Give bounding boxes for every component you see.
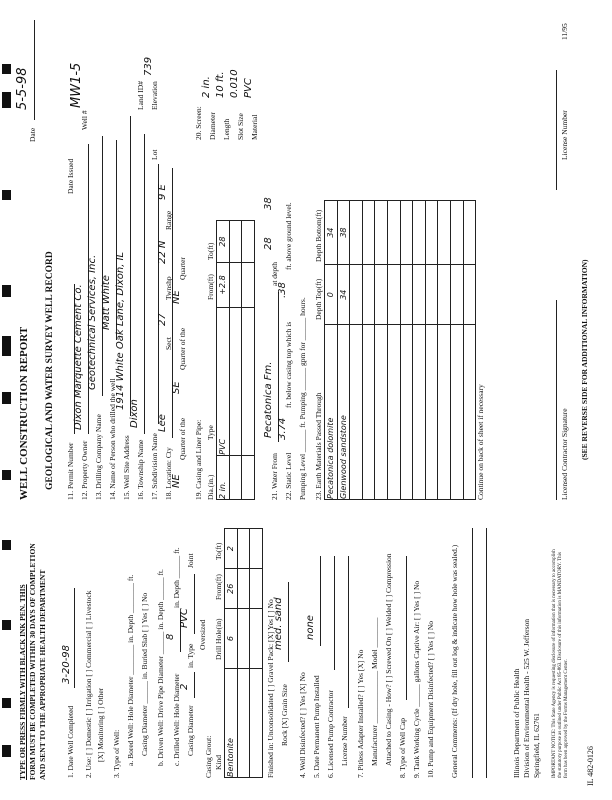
q15: 15. Well Site Address	[122, 435, 131, 500]
table-row	[242, 221, 255, 500]
screen-length-label: Length	[222, 118, 231, 140]
q15-value: 1914 White Oak Lane, Dixon, IL	[115, 251, 126, 410]
material-label: Material	[250, 114, 259, 140]
q16-value: Dixon	[129, 399, 140, 428]
township-value: 22 N	[157, 240, 168, 264]
q13-value: Geotechnical Services, Inc.	[87, 254, 98, 390]
comments-line	[486, 528, 487, 778]
range-value: 9 E	[157, 184, 168, 200]
date-label: Date	[28, 127, 37, 142]
quarter-c: NE	[171, 290, 182, 304]
table-row	[250, 529, 263, 778]
elevation-value: 739	[143, 56, 154, 76]
q2-line-b: [X] Monitoring [ ] Other	[96, 687, 105, 762]
casing-dia: 2 in.	[217, 455, 230, 499]
notice-line-2: the statutory purpose as outlined under Public Act 85-863. Disclosure of this information is MANDATORY. This	[558, 552, 563, 778]
depth-bottom-header: Depth Bottom(ft)	[314, 209, 323, 262]
q22: 22. Static Level	[284, 452, 293, 500]
grain-size-value: med. sand	[273, 597, 284, 650]
quarter-a: NE	[171, 474, 182, 488]
q22-above: .38	[277, 282, 288, 298]
table-row	[425, 201, 438, 500]
q16: 16. Township Name	[136, 439, 145, 500]
date-underline	[34, 20, 35, 120]
grout-to-header: To(ft)	[214, 542, 223, 560]
q23: 23. Earth Materials Passed Through	[314, 392, 323, 500]
reverse-note: (SEE REVERSE SIDE FOR ADDITIONAL INFORMATION)	[580, 259, 589, 460]
log-material: Pecatonica dolomite	[325, 325, 338, 500]
q3c-label: c. Drilled Well: Hole Diameter	[172, 673, 181, 766]
q3a-line-2: Casing Diameter ______ in. Buried Slab [ ] Yes [ ] No	[140, 592, 149, 756]
quarter-row-label: Quarter of the	[178, 417, 187, 460]
grout-hole-header: Drill Hole(in)	[214, 618, 223, 660]
table-row	[337, 201, 350, 500]
log-material: Glenwood sandstone	[337, 325, 350, 500]
q15-underline	[130, 116, 131, 416]
grout-kind-header: Kind	[214, 755, 223, 770]
casing-type-header: Type	[206, 425, 215, 440]
q3c-casing-type: PVC	[179, 608, 190, 628]
grain-size-underline	[288, 582, 289, 662]
q21-to: 38	[263, 197, 274, 210]
sect-value: 27	[157, 313, 168, 326]
quarter-tail: Quarter	[178, 257, 187, 280]
agency-line-3: Springfield, IL 62761	[532, 713, 541, 778]
q5-underline	[320, 556, 321, 646]
q9: 9. Tank Working Cycle ______ gallons Captive Air: [ ] Yes [ ] No	[412, 580, 421, 778]
table-row	[229, 221, 242, 500]
q21: 21. Water From	[270, 453, 279, 500]
q1-label: 1. Date Well Completed	[66, 705, 75, 778]
sect-label: Sect	[164, 337, 173, 350]
q11: 11. Permit Number	[66, 442, 75, 500]
casing-table	[216, 220, 255, 500]
q1-value: 3-20-98	[61, 644, 72, 684]
depth-top-header: Depth Top(ft)	[314, 278, 323, 320]
casing-dia-header: Dia.(in.)	[206, 474, 215, 500]
q7: 7. Pitless Adapter Installed? [ ] Yes [X] No	[356, 649, 365, 778]
signature-label: Licensed Contractor Signature	[560, 408, 569, 500]
screen-diameter-value: 2 in.	[201, 76, 212, 98]
range-label: Range	[164, 210, 173, 230]
q2-label: 2. Use: [ ] Domestic [ ] Irrigation [ ] Commercial [ ] Livestock	[84, 590, 93, 778]
material-value: PVC	[243, 78, 254, 98]
signature-line	[556, 300, 557, 500]
q12-value: Dixon Marquette Cement Co.	[73, 284, 84, 430]
q14: 14. Name of Person who drilled the well	[108, 378, 117, 500]
pumping-line: Pumping Level ______ ft. Pumping ______ gpm for ______ hours.	[298, 297, 307, 500]
log-top: 0	[325, 265, 338, 325]
q3c-type-label: in. Type	[186, 643, 195, 668]
comments-line	[472, 528, 473, 778]
q7-manufacturer: Manufacturer ______________ Model ________	[370, 617, 379, 766]
grout-label: Casing Grout:	[204, 735, 213, 778]
lot-label: Lot	[150, 149, 159, 160]
q8: 8. Type of Well Cap	[398, 717, 407, 778]
q3c-joint-label: Joint	[186, 553, 195, 568]
table-row	[237, 529, 250, 778]
q5: 5. Date Permanent Pump Installed	[312, 675, 321, 778]
q10: 10. Pump and Equipment Disinfected? [ ] Yes [ ] No	[426, 620, 435, 778]
grout-from: 26	[225, 569, 238, 609]
table-row	[387, 201, 400, 500]
casing-type: PVC	[217, 307, 230, 455]
q18: 18. Location: Cty	[164, 447, 173, 500]
instruction-line-2: FORM MUST BE COMPLETED WITHIN 30 DAYS OF COMPLETION	[28, 543, 37, 780]
q7-attached: Attached to Casing - How? [ ] Screwed On [ ] Welded [ ] Compression	[384, 553, 393, 766]
township-label: Twnshp	[164, 276, 173, 300]
q14-value: Matt White	[101, 275, 112, 330]
q6b-underline	[348, 556, 349, 708]
land-id-label: Land ID#	[136, 81, 145, 110]
q22-tail: ft. above ground level.	[284, 202, 293, 270]
q4: 4. Well Disinfected? [ ] Yes [X] No	[298, 672, 307, 778]
notice-line-1: IMPORTANT NOTICE: This State Agency is requesting disclosure of information that is necessary to accomplish	[552, 549, 557, 778]
q3c-casing-diameter: 2	[179, 683, 190, 690]
rock-label: Rock [X] Grain Size	[280, 684, 289, 746]
table-row	[350, 201, 363, 500]
grout-kind: Bentonite	[225, 668, 238, 777]
grout-hole: 6	[225, 609, 238, 669]
agency-line-2: Division of Environmental Health - 525 W. Jefferson	[522, 618, 531, 778]
table-row	[450, 201, 463, 500]
instruction-line-1: TYPE OR PRESS FIRMLY WITH BLACK INK PEN. THIS	[18, 584, 27, 780]
q3c-hole-diameter: 8	[165, 633, 176, 640]
general-comments: General Comments: (If dry hole, fill out log & indicate how hole was sealed.)	[450, 544, 459, 778]
grout-to: 2	[225, 529, 238, 569]
q16-underline	[144, 134, 145, 434]
form-title: WELL CONSTRUCTION REPORT	[18, 326, 30, 500]
q19: 19. Casing and Liner Pipe:	[194, 419, 203, 500]
q17-underline	[158, 164, 159, 424]
county-value: Lee	[157, 414, 168, 432]
q1-underline	[74, 588, 75, 688]
well-number-label: Well #	[80, 110, 89, 130]
q21-value: Pecatonica Fm.	[263, 361, 274, 438]
table-row	[225, 529, 238, 778]
continue-note: Continue on back of sheet if necessary	[476, 384, 485, 500]
q21-from: 28	[263, 237, 274, 250]
table-row	[438, 201, 451, 500]
q13-underline	[102, 136, 103, 396]
q3c-casing-label: Casing Diameter	[186, 705, 195, 756]
casing-to-header: To(ft)	[206, 242, 215, 260]
table-row	[400, 201, 413, 500]
q12: 12. Property Owner	[80, 440, 89, 500]
well-number-value: MW1-5	[69, 62, 84, 108]
casing-from-header: From(ft)	[206, 274, 215, 300]
slot-size-value: 0.010	[229, 69, 240, 98]
q3b-line: b. Driven Well: Drive Pipe Diameter ______ in. Depth ______ ft.	[156, 569, 165, 766]
q13: 13. Drilling Company Name	[94, 414, 103, 500]
date-value: 5-5-98	[15, 67, 30, 110]
license-label: License Number	[560, 110, 569, 160]
screen-diameter-label: Diameter	[208, 112, 217, 140]
screen-length-value: 10 ft.	[215, 71, 226, 98]
quarter-row-label-2: Quarter of the	[178, 327, 187, 370]
q3c-depth: in. Depth ______ ft.	[172, 547, 181, 608]
q8-underline	[406, 556, 407, 700]
finished-in: Finished in: Unconsolidated [ ] Gravel Pack: [X] Yes [ ] No	[266, 599, 275, 778]
q3a-line: a. Bored Well: Hole Diameter ________ in. Depth ________ ft.	[126, 574, 135, 766]
agency-line-1: Illinois Department of Public Health	[512, 668, 521, 778]
materials-log-table	[324, 200, 476, 500]
table-row	[375, 201, 388, 500]
table-row	[217, 221, 230, 500]
q20: 20. Screen:	[194, 106, 203, 140]
q22-value: 3.74	[277, 417, 288, 440]
q3-label: 3. Type of Well:	[112, 729, 121, 778]
table-row	[325, 201, 338, 500]
q3c-type-underline	[194, 574, 195, 634]
log-bottom: 38	[337, 201, 350, 265]
casing-to: 28	[217, 221, 230, 263]
table-row	[362, 201, 375, 500]
elevation-label: Elevation	[150, 81, 159, 110]
table-row	[413, 201, 426, 500]
q6: 6. Licensed Pump Contractor	[326, 690, 335, 778]
q22-mid: ft. below casing top which is	[284, 321, 293, 408]
log-bottom: 34	[325, 201, 338, 265]
license-line	[556, 70, 557, 190]
casing-from: +2.8	[217, 263, 230, 307]
instruction-line-3: AND SENT TO THE APPROPRIATE HEALTH DEPARTMENT	[38, 569, 47, 780]
form-date: 11/95	[560, 23, 569, 40]
quarter-b: SE	[171, 381, 182, 394]
q17: 17. Subdivision Name	[150, 433, 159, 500]
grout-table	[224, 528, 263, 778]
q5-value: none	[305, 615, 316, 640]
grout-oversized-label: Oversized	[198, 619, 207, 650]
grout-from-header: From(ft)	[214, 574, 223, 600]
q3c-casing-underline	[194, 672, 195, 698]
q21-depth-label: at depth	[270, 262, 279, 286]
date-issued: Date Issued	[66, 158, 75, 194]
table-row	[463, 201, 476, 500]
q6-license: License Number	[340, 716, 349, 766]
slot-size-label: Slot Size	[236, 113, 245, 140]
form-id: IL 482-0126	[586, 746, 595, 786]
log-top: 34	[337, 265, 350, 325]
notice-line-3: form has been approved by the Forms Management Center.	[564, 659, 569, 778]
q6-underline	[334, 556, 335, 670]
form-subtitle: GEOLOGICAL AND WATER SURVEY WELL RECORD	[45, 251, 55, 490]
